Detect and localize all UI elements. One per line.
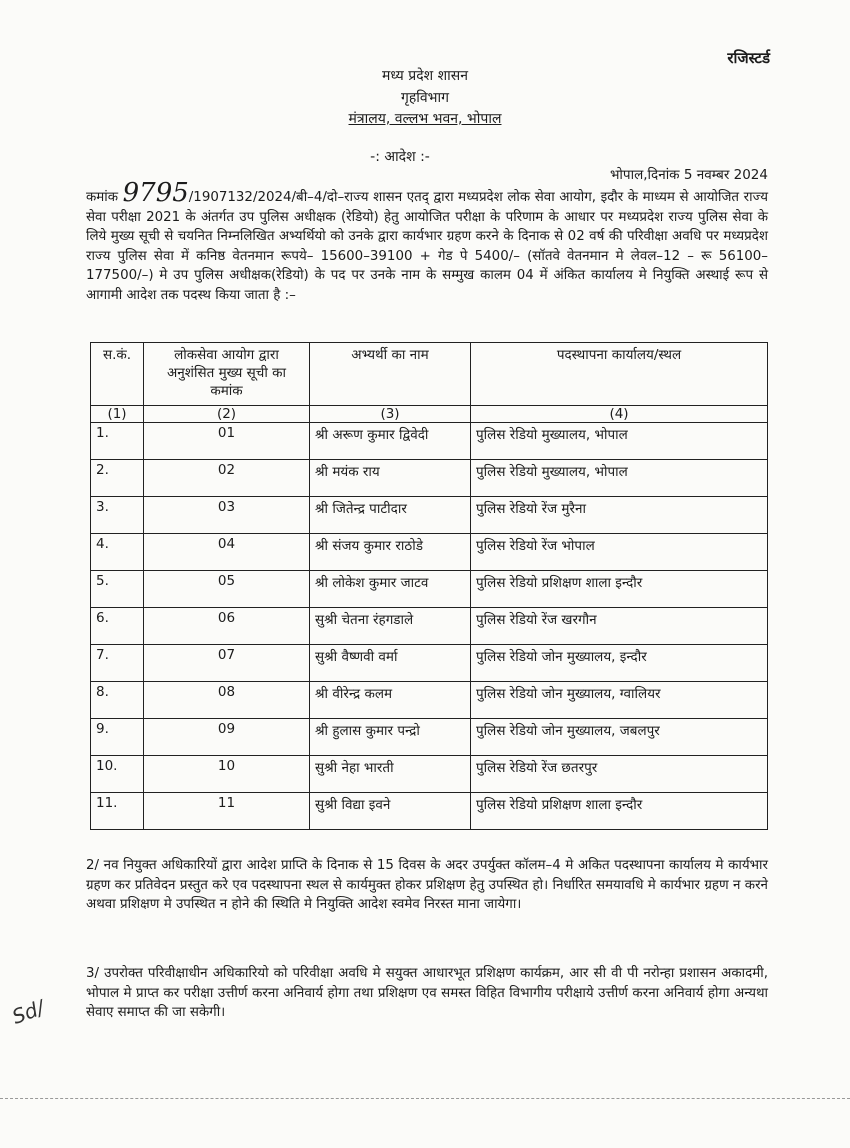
candidate-name: सुश्री वैष्णवी वर्मा <box>310 645 471 682</box>
table-row <box>91 793 768 830</box>
posting-office: पुलिस रेडियो रेंज खरगौन <box>471 608 768 645</box>
department-name: गृहविभाग <box>400 90 450 106</box>
table-row <box>91 719 768 756</box>
candidate-name: श्री लोकेश कुमार जाटव <box>310 571 471 608</box>
candidate-name: श्री मयंक राय <box>310 460 471 497</box>
list-number: 02 <box>144 460 310 497</box>
ministry-address: मंत्रालय, वल्लभ भवन, भोपाल <box>348 111 502 127</box>
table-row <box>91 608 768 645</box>
list-number: 05 <box>144 571 310 608</box>
serial-number: 6. <box>91 608 144 645</box>
serial-number: 2. <box>91 460 144 497</box>
order-date: भोपाल,दिनांक 5 नवम्बर 2024 <box>609 167 768 183</box>
order-number-handwritten: 9795 <box>122 178 189 208</box>
serial-number: 11. <box>91 793 144 830</box>
col-header-list-number: लोकसेवा आयोग द्वारा अनुशंसित मुख्य सूची का कमांक <box>144 343 310 406</box>
serial-number: 4. <box>91 534 144 571</box>
col-header-serial: स.कं. <box>91 343 144 406</box>
serial-number: 3. <box>91 497 144 534</box>
col-number: (1) <box>91 406 144 423</box>
table-row <box>91 756 768 793</box>
list-number: 08 <box>144 682 310 719</box>
col-header-posting-office: पदस्थापना कार्यालय/स्थल <box>471 343 768 406</box>
candidate-name: सुश्री विद्या इवने <box>310 793 471 830</box>
list-number: 07 <box>144 645 310 682</box>
col-number: (4) <box>471 406 768 423</box>
serial-number: 7. <box>91 645 144 682</box>
col-header-candidate-name: अभ्यर्थी का नाम <box>310 343 471 406</box>
posting-office: पुलिस रेडियो जोन मुख्यालय, इन्दौर <box>471 645 768 682</box>
posting-office: पुलिस रेडियो मुख्यालय, भोपाल <box>471 423 768 460</box>
serial-number: 1. <box>91 423 144 460</box>
candidate-name: सुश्री चेतना रंहगडाले <box>310 608 471 645</box>
registered-stamp: रजिस्टर्ड <box>727 49 770 67</box>
posting-table <box>90 342 768 830</box>
posting-office: पुलिस रेडियो जोन मुख्यालय, जबलपुर <box>471 719 768 756</box>
posting-office: पुलिस रेडियो रेंज मुरैना <box>471 497 768 534</box>
table-row <box>91 645 768 682</box>
list-number: 04 <box>144 534 310 571</box>
candidate-name: श्री अरूण कुमार द्विवेदी <box>310 423 471 460</box>
page-fold-line <box>0 1098 850 1099</box>
order-title: -: आदेश :- <box>370 149 430 165</box>
table-row <box>91 423 768 460</box>
initials-signature: Sd/ <box>8 995 48 1029</box>
paragraph-1 <box>86 178 768 306</box>
table-row <box>91 571 768 608</box>
candidate-name: श्री वीरेन्द्र कलम <box>310 682 471 719</box>
paragraph-1-text: /1907132/2024/बी–4/दो–राज्य शासन एतद् द्वारा मध्यप्रदेश लोक सेवा आयोग, इदौर के माध्यम से आयोजित राज्य सेवा परीक्षा 2021 के अंतर्गत उप पुलिस अधीक्षक (रेडियो) हेतु आयोजित परीक्षा के परिणाम के आधार पर मध्यप्रदेश राज्य पुलिस सेवा के लिये मुख्य सूची से चयनित निम्नलिखित अभ्यर्थियो को उनके द्वारा कार्यभार ग्रहण करने के दिनाक से 02 वर्ष की परिवीक्षा अवधि पर मध्यप्रदेश राज्य पुलिस सेवा में कनिष्ठ वेतनमान रूपये– 15600–39100 + गेड पे 5400/– (सॉतवे वेतनमान मे लेवल–12 – रू 56100–177500/–) मे उप पुलिस अधीक्षक(रेडियो) के पद पर उनके नाम के सम्मुख कालम 04 में अंकित कार्यालय मे नियुक्ति अस्थाई रूप से आगामी आदेश तक पदस्थ किया जाता है :– <box>86 190 768 303</box>
paragraph-3: 3/ उपरोक्त परिवीक्षाधीन अधिकारियो को परिवीक्षा अवधि मे सयुक्त आधारभूत प्रशिक्षण कार्यक्रम, आर सी वी पी नरोन्हा प्रशासन अकादमी, भोपाल मे प्राप्त कर परीक्षा उत्तीर्ण करना अनिवार्य होगा तथा प्रशिक्षण एव समस्त विहित विभागीय परीक्षाये उत्तीर्ण करना अनिवार्य होगा अन्यथा सेवाए समाप्त की जा सकेगी। <box>86 966 768 1021</box>
table-row <box>91 497 768 534</box>
posting-office: पुलिस रेडियो रेंज भोपाल <box>471 534 768 571</box>
col-number: (2) <box>144 406 310 423</box>
posting-office: पुलिस रेडियो रेंज छतरपुर <box>471 756 768 793</box>
candidate-name: श्री जितेन्द्र पाटीदार <box>310 497 471 534</box>
col-number: (3) <box>310 406 471 423</box>
table-row <box>91 534 768 571</box>
serial-number: 9. <box>91 719 144 756</box>
table-row <box>91 682 768 719</box>
government-name: मध्य प्रदेश शासन <box>382 68 468 84</box>
candidate-name: सुश्री नेहा भारती <box>310 756 471 793</box>
posting-office: पुलिस रेडियो प्रशिक्षण शाला इन्दौर <box>471 571 768 608</box>
candidate-name: श्री संजय कुमार राठोडे <box>310 534 471 571</box>
table-row <box>91 460 768 497</box>
list-number: 09 <box>144 719 310 756</box>
column-number-row <box>91 406 768 423</box>
paragraph-2: 2/ नव नियुक्त अधिकारियों द्वारा आदेश प्राप्ति के दिनाक से 15 दिवस के अदर उपर्युक्त कॉलम–4 मे अकित पदस्थापना कार्यालय मे कार्यभार ग्रहण कर प्रतिवेदन प्रस्तुत करे एव पदस्थापना स्थल से कार्यमुक्त होकर प्रशिक्षण हेतु उपस्थित हो। निर्धारित समयावधि मे कार्यभार ग्रहण न करने अथवा प्रशिक्षण मे उपस्थित न होने की स्थिति मे नियुक्ति आदेश स्वमेव निरस्त माना जायेगा। <box>86 858 768 913</box>
posting-office: पुलिस रेडियो प्रशिक्षण शाला इन्दौर <box>471 793 768 830</box>
table-header-row <box>91 343 768 406</box>
list-number: 03 <box>144 497 310 534</box>
list-number: 10 <box>144 756 310 793</box>
serial-number: 5. <box>91 571 144 608</box>
list-number: 06 <box>144 608 310 645</box>
order-number-label: कमांक <box>86 190 119 205</box>
list-number: 01 <box>144 423 310 460</box>
serial-number: 8. <box>91 682 144 719</box>
candidate-name: श्री हुलास कुमार पन्द्रो <box>310 719 471 756</box>
serial-number: 10. <box>91 756 144 793</box>
list-number: 11 <box>144 793 310 830</box>
posting-office: पुलिस रेडियो मुख्यालय, भोपाल <box>471 460 768 497</box>
posting-office: पुलिस रेडियो जोन मुख्यालय, ग्वालियर <box>471 682 768 719</box>
